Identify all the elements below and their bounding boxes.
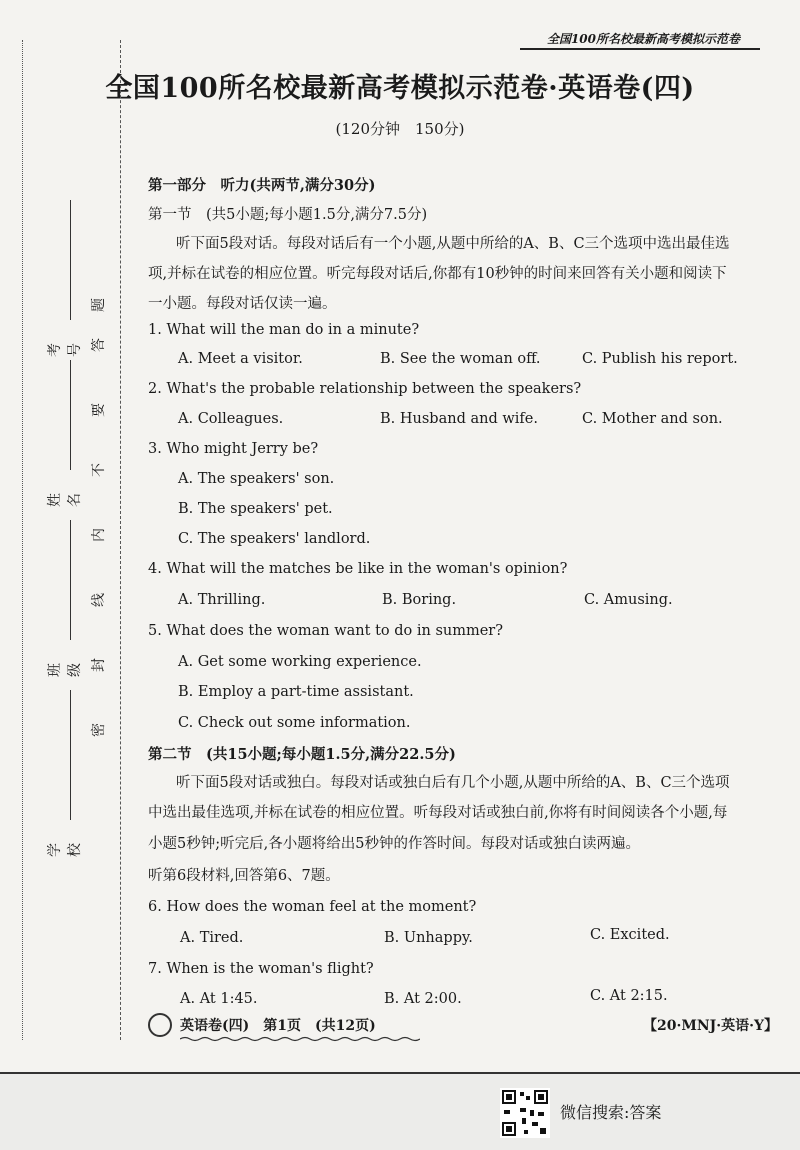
page-bottom-edge — [0, 1072, 800, 1074]
footer-wave-icon — [180, 1036, 420, 1042]
qr-caption: 微信搜索:答案 — [560, 1103, 662, 1122]
question-stem: 2. What's the probable relationship between the speakers? — [148, 381, 582, 397]
section2-instruction-line: 听下面5段对话或独白。每段对话或独白后有几个小题,从题中所给的A、B、C三个选项 — [176, 775, 730, 791]
student-name-blank[interactable] — [70, 360, 71, 470]
question-stem: 1. What will the man do in a minute? — [148, 322, 420, 338]
option-a[interactable]: A. At 1:45. — [180, 991, 258, 1007]
label-class: 班级 — [47, 663, 83, 677]
option-c[interactable]: C. Amusing. — [584, 592, 673, 608]
series-rule — [520, 48, 760, 50]
section1-heading: 第一节 (共5小题;每小题1.5分,满分7.5分) — [148, 207, 428, 223]
option-a[interactable]: A. Get some working experience. — [178, 654, 422, 670]
option-a[interactable]: A. Meet a visitor. — [178, 351, 303, 367]
question-stem: 5. What does the woman want to do in summer? — [148, 623, 504, 639]
label-student-name: 姓名 — [47, 493, 83, 507]
option-c[interactable]: C. At 2:15. — [590, 988, 668, 1004]
option-c[interactable]: C. Excited. — [590, 927, 670, 943]
label-exam-number: 考号 — [47, 343, 83, 357]
option-c[interactable]: C. The speakers' landlord. — [178, 531, 371, 547]
section1-instruction-line: 一小题。每段对话仅读一遍。 — [148, 296, 337, 312]
footer-code: 【20·MNJ·英语·Y】 — [642, 1018, 778, 1034]
question-stem: 7. When is the woman's flight? — [148, 961, 374, 977]
seal-char: 题 — [91, 298, 107, 312]
section2-heading: 第二节 (共15小题;每小题1.5分,满分22.5分) — [148, 746, 456, 763]
seal-char: 封 — [91, 658, 107, 672]
option-a[interactable]: A. The speakers' son. — [178, 471, 335, 487]
qr-code-icon[interactable] — [500, 1088, 550, 1138]
option-b[interactable]: B. Husband and wife. — [380, 411, 538, 427]
option-b[interactable]: B. Employ a part-time assistant. — [178, 684, 414, 700]
footer-circle-icon — [148, 1013, 172, 1037]
question-stem: 3. Who might Jerry be? — [148, 441, 319, 457]
binding-line-inner — [120, 40, 121, 1040]
binding-line-outer — [22, 40, 23, 1040]
option-b[interactable]: B. At 2:00. — [384, 991, 462, 1007]
option-b[interactable]: B. See the woman off. — [380, 351, 541, 367]
question-stem: 4. What will the matches be like in the woman's opinion? — [148, 561, 568, 577]
option-a[interactable]: A. Tired. — [180, 930, 244, 946]
series-name: 全国100所名校最新高考模拟示范卷 — [546, 32, 740, 46]
section1-instruction-line: 听下面5段对话。每段对话后有一个小题,从题中所给的A、B、C三个选项中选出最佳选 — [176, 236, 730, 252]
option-c[interactable]: C. Mother and son. — [582, 411, 723, 427]
option-c[interactable]: C. Check out some information. — [178, 715, 411, 731]
seal-char: 要 — [91, 403, 107, 417]
seal-char: 密 — [91, 723, 107, 737]
footer-page-info: 英语卷(四) 第1页 (共12页) — [180, 1018, 376, 1034]
exam-number-blank[interactable] — [70, 200, 71, 320]
class-blank[interactable] — [70, 520, 71, 640]
school-blank[interactable] — [70, 690, 71, 820]
seal-char: 内 — [91, 528, 107, 542]
seal-char: 答 — [91, 338, 107, 352]
seal-char: 不 — [91, 463, 107, 477]
section2-instruction-line: 中选出最佳选项,并标在试卷的相应位置。听每段对话或独白前,你将有时间阅读各个小题,每 — [148, 805, 728, 821]
page-title: 全国100所名校最新高考模拟示范卷·英语卷(四) — [105, 73, 695, 104]
option-b[interactable]: B. Boring. — [382, 592, 457, 608]
option-a[interactable]: A. Colleagues. — [178, 411, 284, 427]
option-a[interactable]: A. Thrilling. — [178, 592, 266, 608]
part1-heading: 第一部分 听力(共两节,满分30分) — [148, 177, 376, 194]
question-stem: 6. How does the woman feel at the moment? — [148, 899, 477, 915]
option-b[interactable]: B. Unhappy. — [384, 930, 473, 946]
section1-instruction-line: 项,并标在试卷的相应位置。听完每段对话后,你都有10秒钟的时间来回答有关小题和阅读下 — [148, 266, 727, 282]
section2-instruction-line: 小题5秒钟;听完后,各小题将给出5秒钟的作答时间。每段对话或独白读两遍。 — [148, 836, 640, 852]
option-b[interactable]: B. The speakers' pet. — [178, 501, 333, 517]
seal-char: 线 — [91, 593, 107, 607]
exam-duration-score: (120分钟 150分) — [335, 120, 465, 138]
label-school: 学校 — [47, 843, 83, 857]
option-c[interactable]: C. Publish his report. — [582, 351, 738, 367]
material-note: 听第6段材料,回答第6、7题。 — [148, 868, 340, 884]
